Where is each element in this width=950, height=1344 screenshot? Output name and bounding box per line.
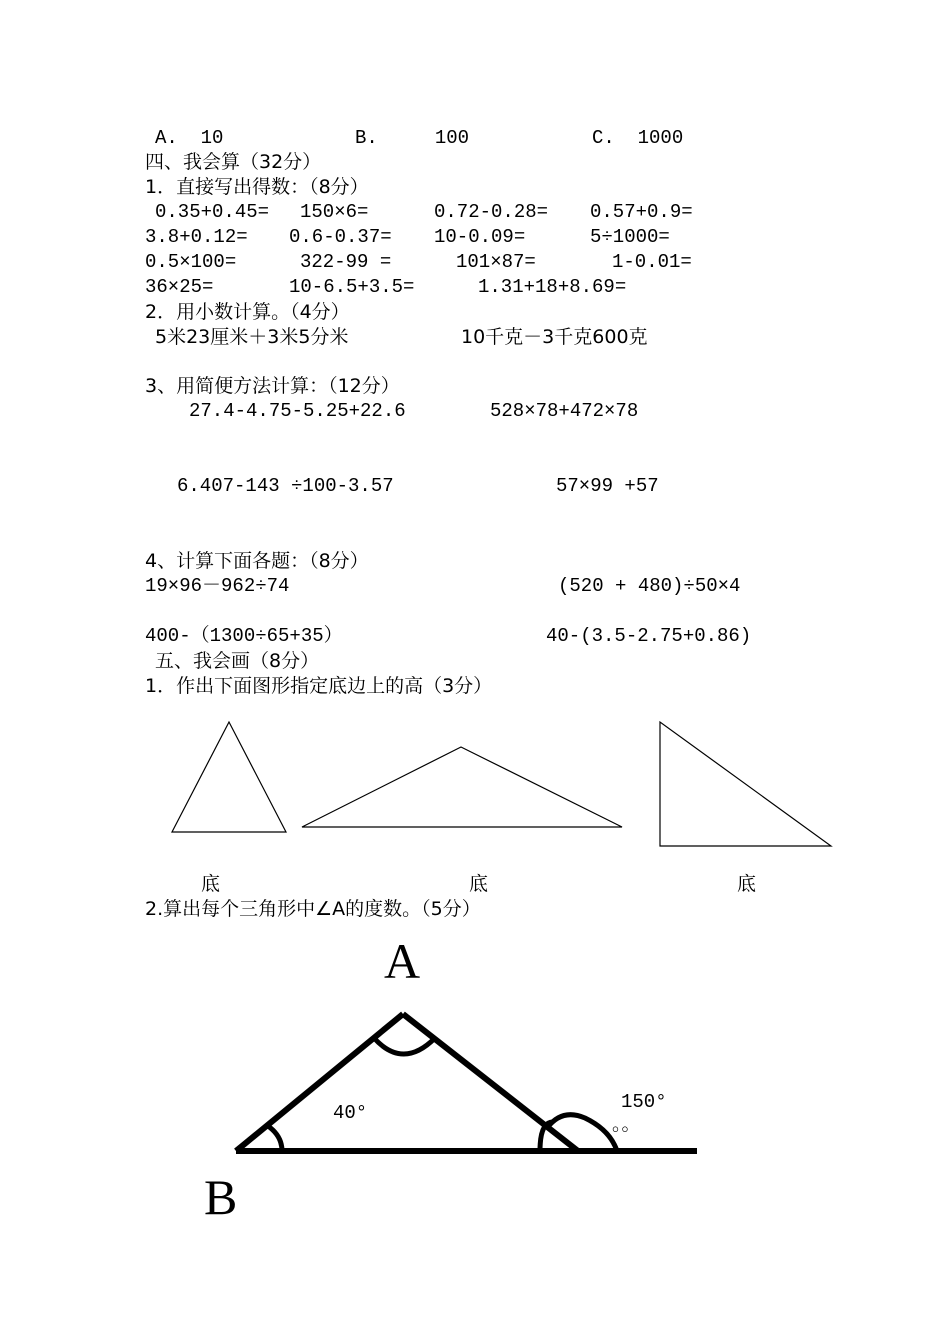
calc-r2c4: 5÷1000= [590, 226, 670, 248]
q3-title: 3、用简便方法计算：（12分） [145, 375, 400, 397]
side-ba [236, 1014, 403, 1151]
vertex-a-label: A [384, 933, 421, 989]
angle-b-arc [268, 1126, 282, 1151]
q3-item-2: 528×78+472×78 [490, 400, 639, 422]
calc-r1c1: 0.35+0.45= [155, 201, 270, 223]
q3-item-1: 27.4-4.75-5.25+22.6 [189, 400, 406, 422]
calc-r3c3: 101×87= [456, 251, 536, 273]
side-ac [403, 1014, 578, 1151]
q2-title: 2．用小数计算。（4分） [145, 301, 350, 323]
vertex-b-label: B [204, 1169, 238, 1225]
calc-r2c1: 3.8+0.12= [145, 226, 248, 248]
base-label-3: 底 [737, 873, 757, 895]
calc-r2c2: 0.6-0.37= [289, 226, 392, 248]
stray-marks: 。。 [612, 1113, 641, 1135]
calc-r1c3: 0.72-0.28= [434, 201, 549, 223]
calc-r1c2: 150×6= [300, 201, 369, 223]
q2-item-2: 10千克－3千克600克 [461, 326, 648, 348]
choice-c: C. 1000 [592, 127, 684, 149]
draw-q2-title: 2.算出每个三角形中∠A的度数。（5分） [145, 898, 481, 920]
calc-r3c1: 0.5×100= [145, 251, 237, 273]
q4-title: 4、计算下面各题：（8分） [145, 550, 369, 572]
exterior-angle-value: 150° [621, 1091, 667, 1113]
q4-item-4: 40-(3.5-2.75+0.86) [546, 625, 752, 647]
section-4-title: 四、我会算（32分） [145, 151, 322, 173]
q2-item-1: 5米23厘米＋3米5分米 [155, 326, 349, 348]
base-label-2: 底 [469, 873, 489, 895]
choice-a: A. 10 [155, 127, 224, 149]
q4-item-2: (520 + 480)÷50×4 [558, 575, 741, 597]
calc-r4c2: 10-6.5+3.5= [289, 276, 415, 298]
q4-item-3: 400-（1300÷65+35） [145, 625, 343, 647]
angle-a-arc [374, 1038, 435, 1054]
q4-item-1: 19×96－962÷74 [145, 575, 290, 597]
q1-title: 1．直接写出得数：（8分） [145, 176, 369, 198]
q3-item-4: 57×99 +57 [556, 475, 659, 497]
calc-r3c2: 322-99 = [300, 251, 392, 273]
draw-q1-title: 1．作出下面图形指定底边上的高（3分） [145, 675, 493, 697]
calc-r4c1: 36×25= [145, 276, 214, 298]
calc-r3c4: 1-0.01= [612, 251, 692, 273]
calc-r1c4: 0.57+0.9= [590, 201, 693, 223]
base-label-1: 底 [201, 873, 221, 895]
calc-r2c3: 10-0.09= [434, 226, 526, 248]
calc-r4c3: 1.31+18+8.69= [478, 276, 627, 298]
q3-item-3: 6.407-143 ÷100-3.57 [177, 475, 394, 497]
angle-b-value: 40° [333, 1102, 368, 1124]
section-5-title: 五、我会画（8分） [155, 650, 320, 672]
choice-b: B. 100 [355, 127, 470, 149]
